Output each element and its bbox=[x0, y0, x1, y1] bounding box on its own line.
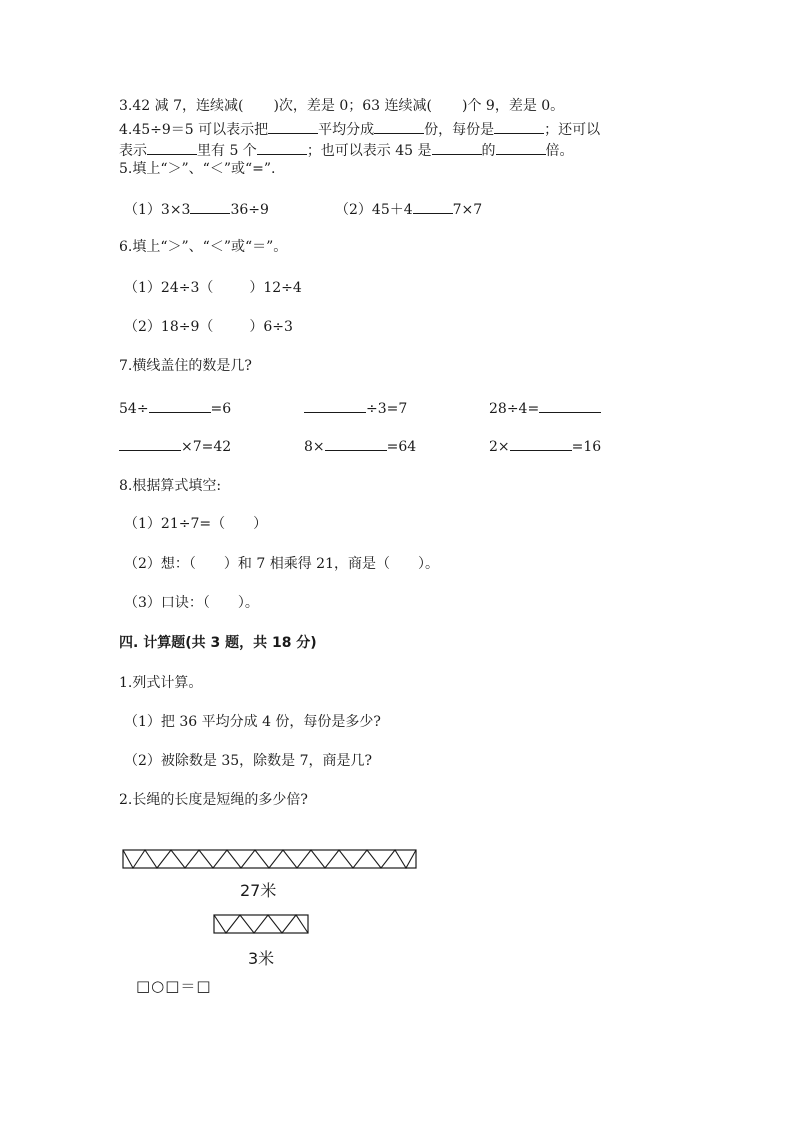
long-rope-diagram bbox=[121, 848, 421, 872]
q5-part-2 bbox=[335, 199, 482, 219]
q4-text: 平均分成 bbox=[318, 122, 375, 138]
q7-text: 54÷ bbox=[119, 401, 149, 417]
q4-line-2 bbox=[119, 140, 574, 160]
q6-text: ）6÷3 bbox=[249, 319, 293, 335]
q4-text: 4.45÷9＝5 可以表示把 bbox=[119, 122, 269, 138]
q4-blank-4[interactable] bbox=[147, 140, 197, 155]
q7-title: 7.横线盖住的数是几? bbox=[119, 358, 252, 374]
q4-text: 倍。 bbox=[545, 143, 574, 159]
q7-r1c1 bbox=[119, 398, 231, 418]
calc2-title: 2.长绳的长度是短绳的多少倍? bbox=[119, 792, 308, 808]
q4-text: 里有 5 个 bbox=[197, 143, 257, 159]
q7-blank[interactable] bbox=[119, 436, 181, 451]
q4-blank-1[interactable] bbox=[268, 119, 318, 134]
q4-text: 表示 bbox=[119, 143, 147, 159]
q7-text: =6 bbox=[210, 401, 232, 417]
short-rope-diagram bbox=[212, 913, 312, 937]
q6-text: （1）24÷3（ bbox=[124, 280, 214, 296]
q7-blank[interactable] bbox=[325, 436, 387, 451]
q6-part-1 bbox=[124, 279, 302, 297]
q5-blank-1[interactable] bbox=[190, 199, 230, 214]
long-rope-label: 27米 bbox=[240, 881, 277, 900]
short-rope-label: 3米 bbox=[248, 949, 275, 968]
q6-part-2 bbox=[124, 318, 293, 336]
q7-r2c2 bbox=[304, 436, 416, 456]
q5-text: 7×7 bbox=[452, 202, 483, 218]
q7-text: =64 bbox=[386, 439, 417, 455]
q7-blank[interactable] bbox=[304, 398, 366, 413]
answer-equation-template[interactable]: □○□＝□ bbox=[136, 977, 212, 995]
calc1-part-2: （2）被除数是 35，除数是 7，商是几? bbox=[124, 753, 373, 769]
q5-text: （2）45＋4 bbox=[335, 202, 413, 218]
q4-blank-2[interactable] bbox=[374, 119, 424, 134]
calc1-title: 1.列式计算。 bbox=[119, 675, 203, 691]
q4-blank-6[interactable] bbox=[432, 140, 482, 155]
q6-title: 6.填上“＞”、“＜”或“＝”。 bbox=[119, 239, 288, 255]
q7-r2c3 bbox=[489, 436, 601, 456]
q5-text: 36÷9 bbox=[230, 202, 269, 218]
q7-text: =16 bbox=[571, 439, 602, 455]
calc1-part-1: （1）把 36 平均分成 4 份，每份是多少? bbox=[124, 714, 381, 730]
q4-blank-5[interactable] bbox=[257, 140, 307, 155]
q4-text: 份，每份是 bbox=[424, 122, 495, 138]
q7-text: ×7=42 bbox=[181, 439, 232, 455]
q7-text: 2× bbox=[489, 439, 510, 455]
q7-r1c2 bbox=[304, 398, 407, 418]
q5-blank-2[interactable] bbox=[413, 199, 453, 214]
q7-blank[interactable] bbox=[510, 436, 572, 451]
q4-text: 的 bbox=[481, 143, 496, 159]
section-heading: 四. 计算题(共 3 题，共 18 分) bbox=[119, 635, 317, 651]
q3-text-c: )个 9，差是 0。 bbox=[462, 98, 565, 114]
q6-text: ）12÷4 bbox=[249, 280, 302, 296]
q5-title: 5.填上“＞”、“＜”或“=”. bbox=[119, 161, 276, 177]
q7-r2c1 bbox=[119, 436, 231, 456]
q7-text: ÷3=7 bbox=[366, 401, 408, 417]
q4-blank-7[interactable] bbox=[496, 140, 546, 155]
q5-part-1 bbox=[124, 199, 269, 219]
q7-blank[interactable] bbox=[149, 398, 211, 413]
q4-text: ；还可以 bbox=[544, 122, 601, 138]
q7-blank[interactable] bbox=[539, 398, 601, 413]
q8-part-2: （2）想：（ ）和 7 相乘得 21，商是（ ）。 bbox=[124, 556, 439, 572]
q7-text: 8× bbox=[304, 439, 325, 455]
q5-text: （1）3×3 bbox=[124, 202, 191, 218]
q3-text-b: )次，差是 0；63 连续减( bbox=[273, 98, 432, 114]
q8-title: 8.根据算式填空: bbox=[119, 478, 222, 494]
q4-line-1 bbox=[119, 119, 600, 139]
q4-text: ；也可以表示 45 是 bbox=[306, 143, 432, 159]
q8-part-3: （3）口诀：（ ）。 bbox=[124, 595, 259, 611]
q3-text-a: 3.42 减 7，连续减( bbox=[119, 98, 244, 114]
q8-part-1: （1）21÷7=（ ） bbox=[124, 516, 268, 532]
q7-text: 28÷4= bbox=[489, 401, 540, 417]
q7-r1c3 bbox=[489, 398, 601, 418]
q6-text: （2）18÷9（ bbox=[124, 319, 214, 335]
q4-blank-3[interactable] bbox=[494, 119, 544, 134]
q3-line bbox=[119, 97, 564, 115]
